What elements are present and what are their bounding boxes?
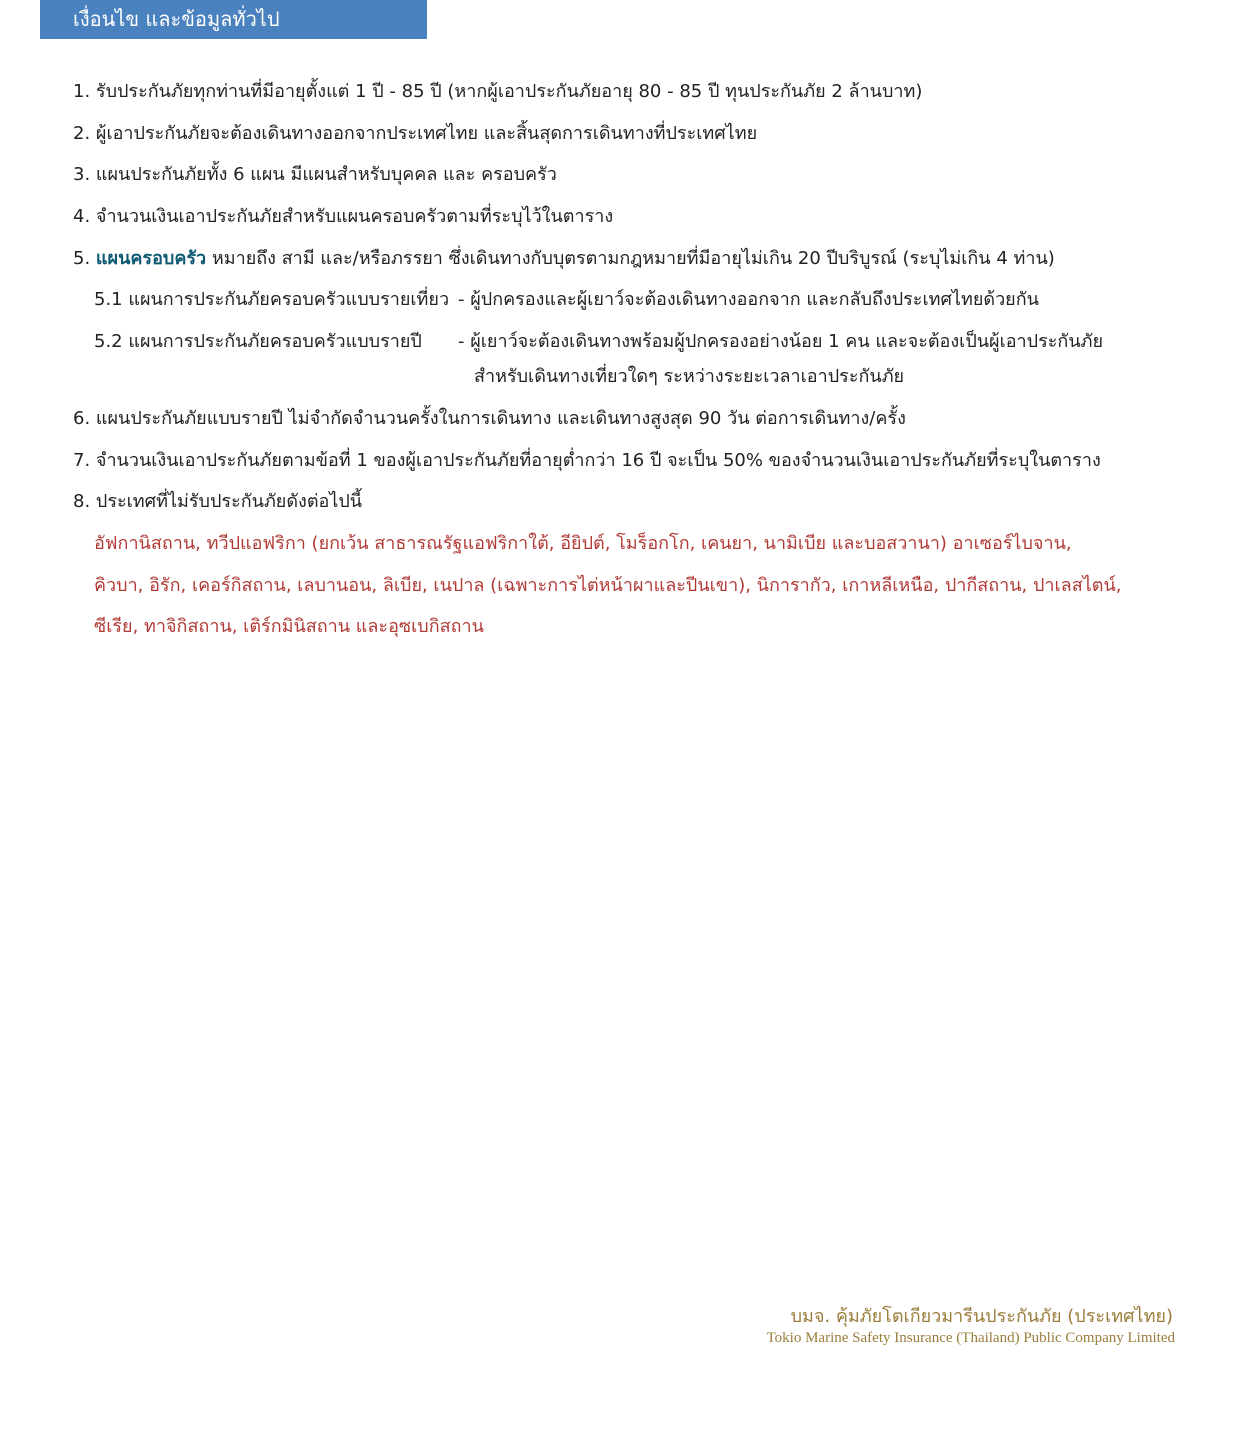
excluded-countries-line-3: ซีเรีย, ทาจิกิสถาน, เติร์กมินิสถาน และอุซเบกิสถาน: [94, 616, 484, 637]
condition-item-2: 2. ผู้เอาประกันภัยจะต้องเดินทางออกจากประเทศไทย และสิ้นสุดการเดินทางที่ประเทศไทย: [73, 123, 758, 144]
item-5-text: หมายถึง สามี และ/หรือภรรยา ซึ่งเดินทางกับบุตรตามกฎหมายที่มีอายุไม่เกิน 20 ปีบริบูรณ์ (ระบุไม่เกิน 4 ท่าน): [211, 248, 1055, 269]
condition-item-5: [73, 247, 1055, 271]
section-title: เงื่อนไข และข้อมูลทั่วไป: [73, 7, 280, 31]
condition-item-1: 1. รับประกันภัยทุกท่านที่มีอายุตั้งแต่ 1 ปี - 85 ปี (หากผู้เอาประกันภัยอายุ 80 - 85 ปี ทุนประกันภัย 2 ล้านบาท): [73, 81, 923, 102]
condition-item-8: 8. ประเทศที่ไม่รับประกันภัยดังต่อไปนี้: [73, 491, 363, 512]
condition-item-6: 6. แผนประกันภัยแบบรายปี ไม่จำกัดจำนวนครั้งในการเดินทาง และเดินทางสูงสุด 90 วัน ต่อการเดินทาง/ครั้ง: [73, 408, 906, 429]
company-name-english: Tokio Marine Safety Insurance (Thailand) Public Company Limited: [766, 1330, 1175, 1346]
family-plan-highlight: แผนครอบครัว: [95, 248, 207, 269]
sub-item-5-2-label: 5.2 แผนการประกันภัยครอบครัวแบบรายปี: [94, 331, 422, 352]
section-header: [40, 0, 427, 39]
condition-item-7: 7. จำนวนเงินเอาประกันภัยตามข้อที่ 1 ของผู้เอาประกันภัยที่อายุต่ำกว่า 16 ปี จะเป็น 50% ของจำนวนเงินเอาประกันภัยที่ระบุในตาราง: [73, 450, 1101, 471]
excluded-countries-line-2: คิวบา, อิรัก, เคอร์กิสถาน, เลบานอน, ลิเบีย, เนปาล (เฉพาะการไต่หน้าผาและปีนเขา), นิการากัว, เกาหลีเหนือ, ปากีสถาน, ปาเลสไตน์,: [94, 575, 1122, 596]
company-name-thai: บมจ. คุ้มภัยโตเกียวมารีนประกันภัย (ประเทศไทย): [790, 1306, 1173, 1327]
sub-item-5-2-text: - ผู้เยาว์จะต้องเดินทางพร้อมผู้ปกครองอย่างน้อย 1 คน และจะต้องเป็นผู้เอาประกันภัย: [458, 331, 1104, 352]
excluded-countries-line-1: อัฟกานิสถาน, ทวีปแอฟริกา (ยกเว้น สาธารณรัฐแอฟริกาใต้, อียิปต์, โมร็อกโก, เคนยา, นามิเบีย และบอสวานา) อาเซอร์ไบจาน,: [94, 533, 1072, 554]
condition-item-4: 4. จำนวนเงินเอาประกันภัยสำหรับแผนครอบครัวตามที่ระบุไว้ในตาราง: [73, 206, 614, 227]
item-5-number: 5.: [73, 248, 91, 269]
sub-item-5-1-label: 5.1 แผนการประกันภัยครอบครัวแบบรายเที่ยว: [94, 289, 450, 310]
sub-item-5-2-text-cont: สำหรับเดินทางเที่ยวใดๆ ระหว่างระยะเวลาเอาประกันภัย: [474, 366, 905, 387]
sub-item-5-1-text: - ผู้ปกครองและผู้เยาว์จะต้องเดินทางออกจาก และกลับถึงประเทศไทยด้วยกัน: [458, 289, 1039, 310]
condition-item-3: 3. แผนประกันภัยทั้ง 6 แผน มีแผนสำหรับบุคคล และ ครอบครัว: [73, 164, 557, 185]
